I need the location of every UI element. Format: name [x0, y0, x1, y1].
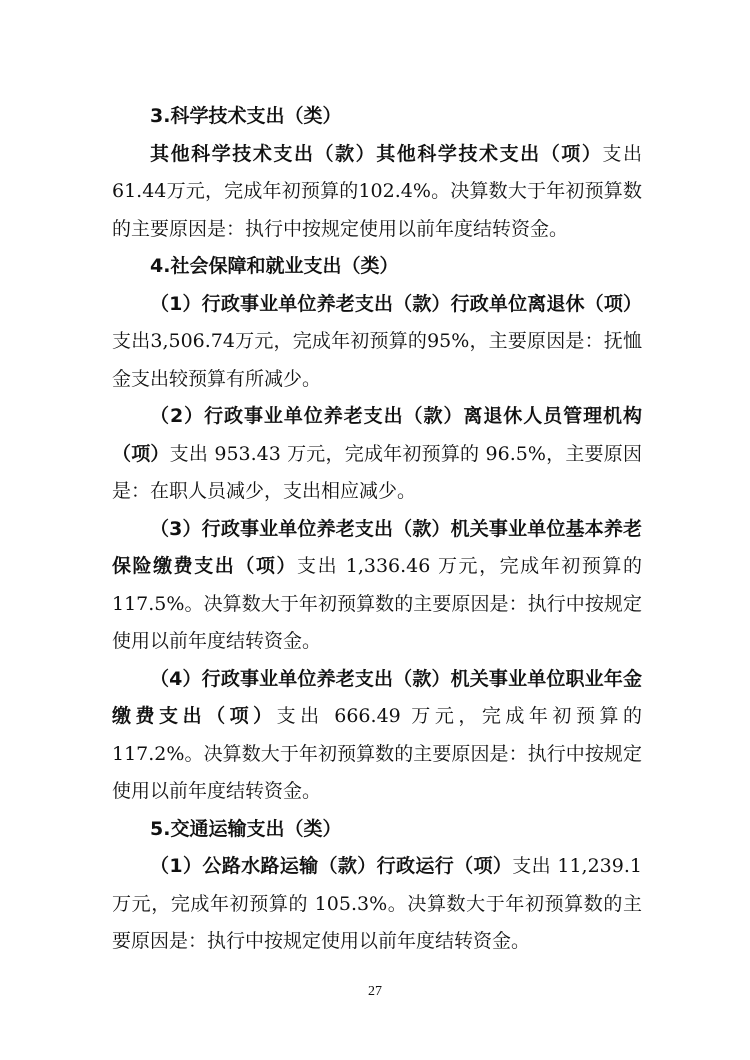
paragraph-lead: 其他科学技术支出（款）其他科学技术支出（项） — [150, 142, 603, 165]
paragraph-retirement-management — [112, 398, 642, 511]
paragraph-text: 支出 11,239.1万元，完成年初预算的 105.3%。决算数大于年初预算数的主要原因是：执行中按规定使用以前年度结转资金。 — [112, 855, 642, 952]
page-number: 27 — [368, 984, 382, 999]
section-heading-science: 3.科学技术支出（类） — [150, 105, 342, 127]
section-heading-social-security: 4.社会保障和就业支出（类） — [150, 255, 399, 277]
document-body — [112, 98, 642, 961]
paragraph-basic-pension — [112, 511, 642, 661]
section-heading-transport: 5.交通运输支出（类） — [150, 817, 342, 840]
paragraph-science-other — [112, 136, 642, 249]
paragraph-lead: （1）公路水路运输（款）行政运行（项） — [150, 855, 513, 877]
paragraph-road-water-transport — [112, 848, 642, 961]
paragraph-lead: （1）行政事业单位养老支出（款）行政单位离退休（项） — [150, 292, 642, 315]
paragraph-lead: （2）行政事业单位养老支出（款）离退休人员管理机构（项） — [112, 405, 642, 465]
paragraph-lead: （4）行政事业单位养老支出（款）机关事业单位职业年金缴费支出（项） — [112, 667, 642, 727]
paragraph-text: 支出3,506.74万元，完成年初预算的95%，主要原因是：抚恤金支出较预算有所减少。 — [112, 330, 642, 390]
paragraph-retirement-admin — [112, 286, 642, 399]
paragraph-occupational-annuity — [112, 661, 642, 811]
paragraph-text: 支出 666.49 万元，完成年初预算的117.2%。决算数大于年初预算数的主要原因是：执行中按规定使用以前年度结转资金。 — [112, 705, 642, 802]
paragraph-text: 支出61.44万元，完成年初预算的102.4%。决算数大于年初预算数的主要原因是：执行中按规定使用以前年度结转资金。 — [112, 142, 642, 240]
paragraph-lead: （3）行政事业单位养老支出（款）机关事业单位基本养老保险缴费支出（项） — [112, 517, 642, 577]
paragraph-text: 支出 953.43 万元，完成年初预算的 96.5%，主要原因是：在职人员减少，支出相应减少。 — [112, 442, 642, 502]
paragraph-text: 支出 1,336.46 万元，完成年初预算的 117.5%。决算数大于年初预算数的主要原因是：执行中按规定使用以前年度结转资金。 — [112, 555, 642, 652]
